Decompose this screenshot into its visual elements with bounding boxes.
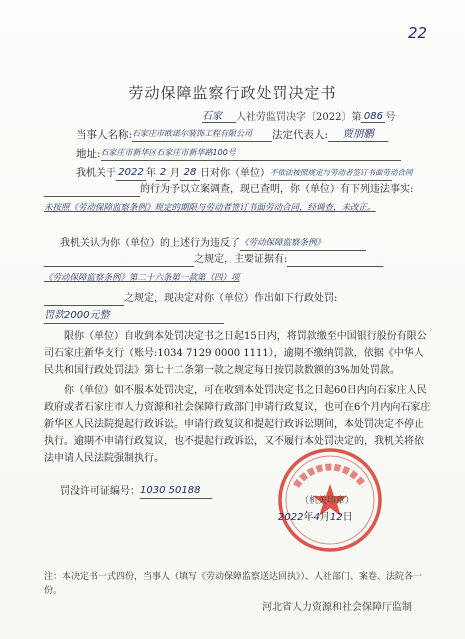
footnote: 注：本决定书一式四份，当事人（填写《劳动保障监察送达回执》）、人社部门、案卷、法院各一份。 — [44, 572, 423, 596]
doc-prefix: 石家 — [202, 107, 236, 123]
issuer-label: 河北省人力资源和社会保障厅监制 — [262, 602, 412, 613]
penalty-row — [44, 292, 337, 306]
evidence-handwritten: 《劳动保障监察条例》第二十六条第一款第（四）项 — [44, 273, 240, 283]
license-value: 1030 50188 — [140, 484, 212, 499]
violation-suffix: 之规定，主要证据有: — [194, 254, 288, 265]
party-name-row — [76, 127, 388, 142]
date-d: 日 — [342, 512, 353, 523]
intro-y: 年 — [146, 168, 156, 179]
document-title: 劳动保障监察行政处罚决定书 — [128, 84, 337, 102]
party-name-value: 石家庄市欧诺尔装饰工程有限公司 — [132, 127, 272, 142]
penalty-blank — [44, 305, 124, 306]
doc-middle: 人社劳监罚决字〔2022〕第 — [236, 112, 362, 123]
penalty-value-row — [44, 309, 224, 324]
intro-row — [76, 166, 413, 181]
penalty-prefix: 之规定，现决定对你（单位）作出如下行政处罚: — [124, 293, 338, 304]
date-month: 4 — [313, 512, 320, 523]
address-value: 石家庄市新华区石家庄市新华路100号 — [101, 146, 401, 161]
legal-rep-label: 法定代表人: — [272, 129, 329, 141]
intro-prefix: 我机关于 — [76, 168, 116, 179]
page-number: 22 — [408, 24, 428, 42]
license-label: 罚没许可证编号： — [60, 486, 140, 497]
violation-regulation: 《劳动保障监察条例》 — [240, 236, 366, 251]
intro-case: 不依法按照规定与劳动者签订书面劳动合同 — [270, 166, 392, 181]
date-y: 年 — [303, 512, 314, 523]
decision-date — [278, 508, 353, 523]
date-m: 月 — [319, 512, 330, 523]
intro-line2-blank — [44, 196, 140, 197]
party-name-label: 当事人名称: — [76, 129, 133, 141]
appeal-paragraph: 你（单位）如不服本处罚决定，可在收到本处罚决定书之日起60日内向石家庄人民政府或者石家庄市人力资源和社会保障行政部门申请行政复议，也可在6个月内向石家庄新华区人民法院提起行政诉讼。申请行政复议和提起行政诉讼期间，本处罚决定不停止执行。逾期不申请行政复议，也不提起行政诉讼，又不履行本处罚决定的，我机关将依法申请人民法院强制执行。 — [44, 385, 431, 464]
intro-d: 日对你（单位） — [200, 168, 270, 179]
evidence-blank — [287, 266, 383, 267]
payment-paragraph: 限你（单位）自收到本处罚决定书之日起15日内，将罚款缴至中国银行股份有限公司石家庄新华支行（账号:1034 7129 0000 1111），逾期不缴纳罚款，依据《中华人民共和国行政处罚法》第七十二条第一款之规定每日按罚款数额的3%加处罚款。 — [44, 331, 427, 376]
doc-suffix: 号 — [385, 112, 396, 123]
intro-year: 2022 — [116, 166, 146, 181]
date-day: 12 — [329, 512, 343, 523]
legal-rep-value: 贾朋鹏 — [328, 127, 388, 142]
stamp-label: （机关印章） — [300, 496, 355, 506]
address-label: 地址: — [76, 148, 101, 160]
intro-line2 — [44, 183, 413, 197]
intro-line2-text: 的行为予以立案调查，现已查明，你（单位）有下列违法事实: — [140, 184, 414, 195]
date-year: 2022 — [278, 512, 304, 523]
intro-month: 2 — [156, 166, 170, 181]
violation-row — [60, 236, 366, 251]
doc-number-value: 086 — [361, 111, 385, 123]
intro-day: 28 — [180, 166, 200, 181]
violation-blank — [44, 266, 194, 267]
address-row — [76, 146, 401, 161]
penalty-value: 罚款2000元整 — [44, 309, 224, 324]
facts-handwritten: 未按照《劳动保障监察条例》规定的期限与劳动者签订书面劳动合同，经调查，未改正。 — [44, 203, 376, 213]
document-number — [202, 107, 395, 123]
violation-prefix: 我机关认为你（单位）的上述行为违反了 — [60, 238, 240, 249]
intro-m: 月 — [170, 168, 180, 179]
violation-row2 — [44, 253, 383, 267]
license-row — [60, 484, 212, 499]
